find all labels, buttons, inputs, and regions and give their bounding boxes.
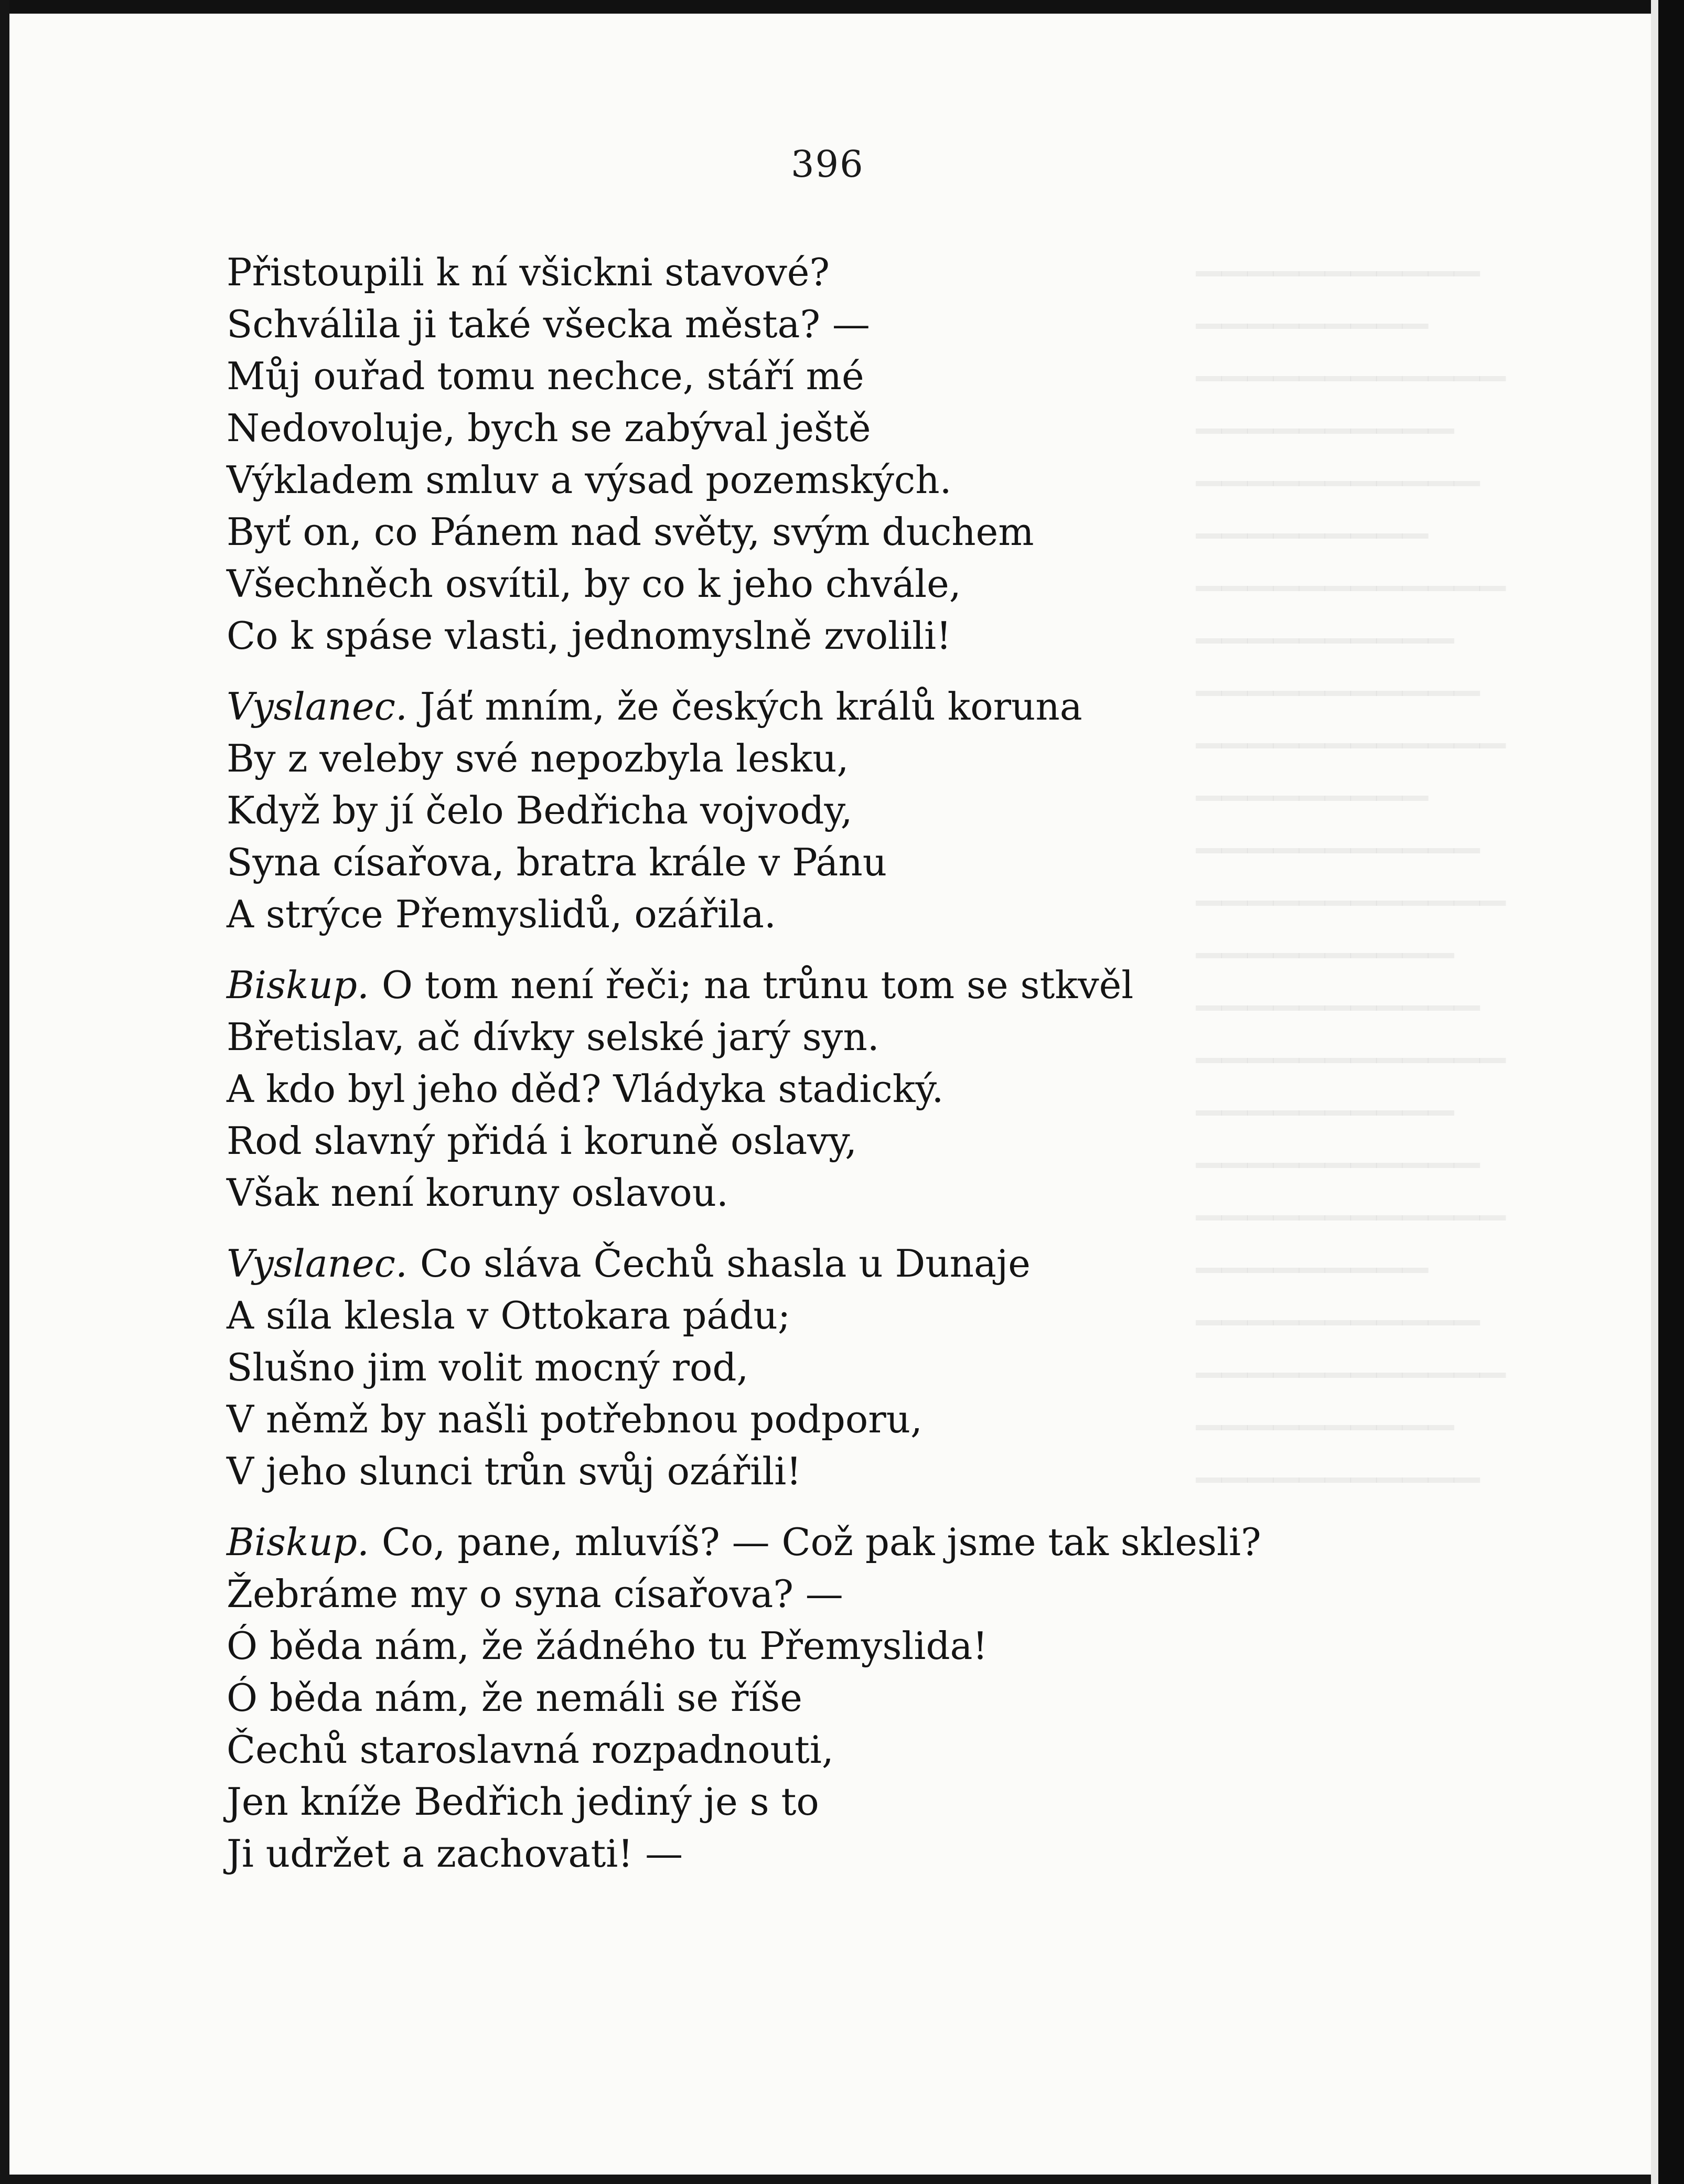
- verse-line: Ji udržet a zachovati! —: [227, 1832, 683, 1876]
- verse-line: A síla klesla v Ottokara pádu;: [227, 1293, 791, 1337]
- stanza: [227, 1516, 1496, 1880]
- verse-line: Všechněch osvítil, by co k jeho chvále,: [227, 562, 961, 606]
- verse-line: Přistoupili k ní všickni stavové?: [227, 250, 830, 294]
- verse-line: Byť on, co Pánem nad světy, svým duchem: [227, 510, 1034, 554]
- page-number: 396: [791, 143, 864, 186]
- verse-line: [227, 959, 1496, 1011]
- verse-text: [227, 247, 1496, 1880]
- verse-line: Jen kníže Bedřich jediný je s to: [227, 1780, 819, 1824]
- scan-border-bottom: [0, 2175, 1684, 2184]
- speaker-name: Biskup.: [227, 963, 369, 1007]
- verse-line: A strýce Přemyslidů, ozářila.: [227, 892, 776, 936]
- speech-text: Co, pane, mluvíš? — Což pak jsme tak sklesli?: [381, 1520, 1261, 1564]
- speaker-name: Biskup.: [227, 1520, 369, 1564]
- verse-line: Čechů staroslavná rozpadnouti,: [227, 1728, 834, 1772]
- verse-line: By z veleby své nepozbyla lesku,: [227, 736, 849, 780]
- speech-text: O tom není řeči; na trůnu tom se stkvěl: [381, 963, 1134, 1007]
- verse-line: Syna císařova, bratra krále v Pánu: [227, 840, 887, 884]
- stanza: [227, 681, 1496, 940]
- speaker-name: Vyslanec.: [227, 684, 407, 729]
- page-gutter: [1651, 0, 1658, 2184]
- verse-line: V němž by našli potřebnou podporu,: [227, 1397, 923, 1441]
- verse-line: [227, 1516, 1496, 1568]
- speaker-name: Vyslanec.: [227, 1241, 407, 1286]
- stanza: [227, 959, 1496, 1219]
- verse-line: Břetislav, ač dívky selské jarý syn.: [227, 1015, 879, 1059]
- stanza: [227, 1238, 1496, 1497]
- verse-line: [227, 1238, 1496, 1290]
- scan-border-right: [1658, 0, 1684, 2184]
- scan-border-left: [0, 0, 9, 2184]
- verse-line: Však není koruny oslavou.: [227, 1171, 728, 1215]
- verse-line: Když by jí čelo Bedřicha vojvody,: [227, 788, 853, 832]
- verse-line: Žebráme my o syna císařova? —: [227, 1572, 843, 1616]
- verse-line: Schválila ji také všecka města? —: [227, 302, 870, 346]
- speech-text: Co sláva Čechů shasla u Dunaje: [420, 1241, 1031, 1286]
- verse-line: Nedovoluje, bych se zabýval ještě: [227, 406, 871, 450]
- verse-line: Výkladem smluv a výsad pozemských.: [227, 458, 952, 502]
- verse-line: Rod slavný přidá i koruně oslavy,: [227, 1119, 857, 1163]
- verse-line: Ó běda nám, že žádného tu Přemyslida!: [227, 1624, 988, 1668]
- speech-text: Jáť mním, že českých králů koruna: [420, 684, 1082, 729]
- verse-line: A kdo byl jeho děd? Vládyka stadický.: [227, 1067, 944, 1111]
- verse-line: [227, 681, 1496, 733]
- verse-line: Můj ouřad tomu nechce, stáří mé: [227, 354, 864, 398]
- verse-line: Slušno jim volit mocný rod,: [227, 1345, 749, 1389]
- verse-line: V jeho slunci trůn svůj ozářili!: [227, 1449, 802, 1493]
- stanza: [227, 247, 1496, 662]
- verse-line: Ó běda nám, že nemáli se říše: [227, 1676, 802, 1720]
- scan-border-top: [0, 0, 1684, 14]
- verse-line: Co k spáse vlasti, jednomyslně zvolili!: [227, 614, 952, 658]
- bleed-through-texture: ▁▁▁▁▁▁▁▁▁▁▁ ▁▁▁▁▁▁▁▁▁ ▁▁▁▁▁▁▁▁▁▁▁▁ ▁▁▁▁▁▁▁▁▁▁ ▁▁▁▁▁▁▁▁▁▁▁ ▁▁▁▁▁▁▁▁▁ ▁▁▁▁▁▁▁▁▁▁▁▁ ▁▁▁▁▁▁▁▁▁▁ ▁▁▁▁▁▁▁▁▁▁▁ ▁▁▁▁▁▁▁▁▁▁▁▁ ▁▁▁▁▁▁▁▁▁ ▁▁▁▁▁▁▁▁▁▁▁ ▁▁▁▁▁▁▁▁▁▁▁▁ ▁▁▁▁▁▁▁▁▁▁ ▁▁▁▁▁▁▁▁▁▁▁ ▁▁▁▁▁▁▁▁▁▁▁▁ ▁▁▁▁▁▁▁▁▁▁ ▁▁▁▁▁▁▁▁▁▁▁ ▁▁▁▁▁▁▁▁▁▁▁▁ ▁▁▁▁▁▁▁▁▁ ▁▁▁▁▁▁▁▁▁▁▁ ▁▁▁▁▁▁▁▁▁▁▁▁ ▁▁▁▁▁▁▁▁▁▁ ▁▁▁▁▁▁▁▁▁▁▁: [1196, 238, 1506, 1483]
